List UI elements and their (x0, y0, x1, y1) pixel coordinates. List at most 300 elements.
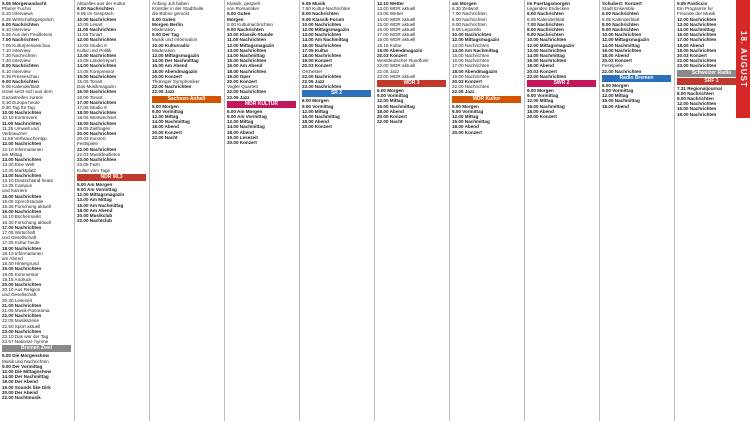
program-entry: 19.00 Nachrichten (2, 266, 42, 272)
program-entry: 5.35 Wirtschaftsgespräch (2, 16, 54, 22)
program-entry: 14.00 Am Nachmittag (452, 47, 499, 53)
program-entry: 20.03 Konzert (677, 53, 707, 59)
station-header: SRF 1 (677, 78, 746, 85)
program-entry: 16.00 Am Abend (227, 63, 263, 69)
program-entry: 14.00 Nachmittag (227, 124, 265, 130)
program-column (150, 0, 223, 421)
program-entry: 20.00 Konzert (152, 129, 182, 135)
program-entry: 22.00 Nachrichten (527, 73, 567, 79)
program-entry: 14.05 Kompressor (77, 68, 115, 74)
program-entry: 12.00 Mittag (302, 108, 329, 114)
column-divider (524, 0, 525, 421)
program-entry: 22.03 Musikfeuilleton (77, 151, 121, 157)
program-entry: 12.00 Die Mittagsshow (2, 369, 52, 375)
program-entry: 19.00 Abendmagazin (377, 47, 423, 53)
program-entry: 11.35 Umwelt und (2, 125, 39, 131)
station-header: WDR 3 (377, 80, 446, 87)
program-entry: 15.00 Nachrichten (452, 53, 490, 59)
program-entry: 20.00 Konzert (227, 79, 257, 85)
program-entry: 10.00 Nachrichten (452, 32, 492, 38)
program-entry: 9.00 Vormittag (527, 93, 559, 99)
program-entry: 9.00 Der Tag (152, 32, 179, 38)
program-entry: Israel setzt sich aus dem (2, 89, 53, 95)
program-entry: 20.03 Konzert (302, 63, 332, 69)
program-entry: 23.00 WDR aktuell (377, 73, 416, 79)
program-entry: Westdeutscher Rundfunk (377, 58, 429, 64)
program-entry: Das Musikmagazin (77, 84, 116, 90)
program-entry: 20.00 Konzert (377, 114, 407, 120)
program-entry: 6.00 Morgen (602, 82, 629, 88)
program-entry: 16.00 Nachrichten (527, 58, 567, 64)
program-entry: 14.00 Nachrichten (77, 63, 117, 69)
program-entry: 19.00 Sounds like Dirk (2, 384, 51, 390)
program-entry: 13.00 Nachrichten (302, 32, 342, 38)
program-entry: 7.00 Nachrichten (2, 37, 39, 43)
program-entry: 22.00 Nachrichten (2, 313, 42, 319)
program-entry: 9.00 Vormittag (302, 103, 334, 109)
program-entry: 15.00 Nachmittag (377, 103, 415, 109)
program-entry: 11.00 Nachrichten (77, 27, 117, 33)
program-entry: 6.35 Aus den Feuilletons (2, 32, 53, 38)
program-entry: 18.00 Nachrichten (302, 53, 342, 59)
program-entry: 9.00 Nachrichten (2, 79, 39, 85)
program-entry: Freunde der Musik (677, 11, 716, 17)
program-entry: 13.05 Länderreport (77, 58, 117, 64)
program-entry: 12.00 Mittag (227, 119, 254, 125)
program-entry: 16.00 Nachrichten (2, 209, 42, 215)
program-entry: und Gesellschaft (2, 235, 37, 241)
program-entry: 16.00 Nachrichten (77, 89, 117, 95)
program-entry: 11.00 Nachrichten (227, 37, 267, 43)
program-entry: 22.05 Jazz (152, 89, 175, 95)
program-entry: Aktuelles aus der Kultur (77, 1, 126, 6)
program-entry: Künstler in der Stadthalle (152, 6, 204, 12)
program-entry: im Fuertagsmorgen (527, 1, 570, 6)
program-entry: 18.00 Abend (302, 119, 329, 125)
program-entry: 18.00 Abend (377, 108, 404, 114)
program-entry: 16.00 Nachrichten (302, 42, 342, 48)
program-entry: 18.40 Hintergrund (2, 261, 39, 267)
program-entry: 9.00 Vormittag (377, 93, 409, 99)
program-entry: 6.00 Morgen (527, 88, 554, 94)
program-entry: 7.31 Regionaljournal (677, 85, 722, 91)
program-entry: 15.00 Nachmittag (452, 119, 490, 125)
program-entry: 19.05 Zeitfragen (77, 125, 111, 131)
program-entry: 9.05 Klassik-Forum (302, 16, 345, 22)
program-entry: 8.00 Nachrichten (602, 21, 639, 27)
program-column (75, 0, 148, 421)
program-entry: Morgen Berlin (152, 21, 183, 27)
program-entry: 15.00 WDR aktuell (377, 21, 416, 27)
program-entry: 22.00 Nachrichten (602, 68, 642, 74)
program-entry: 14.00 Nachmittag (152, 119, 190, 125)
program-entry: 15.00 Nachrichten (2, 193, 42, 199)
program-entry: Klassik, gespielt (227, 1, 260, 6)
program-entry: 13.00 Nachrichten (2, 157, 42, 163)
program-entry: 22.05 Jazz (227, 94, 250, 100)
program-entry: 6.00 Nachrichten (2, 21, 39, 27)
program-entry: 22.05 Jazz (452, 89, 475, 95)
program-entry: 12.00 Nachrichten (677, 16, 717, 22)
program-entry: 20.03 Konzert (377, 53, 407, 59)
station-header: NDR 90,3 (77, 174, 146, 181)
program-entry: 9.00 Am Vormittag (227, 114, 267, 120)
program-entry: 19.15 Andruck (2, 276, 32, 282)
program-entry: und Karriere (2, 188, 28, 194)
program-entry: 9.05 Kalenderblatt (2, 84, 40, 90)
program-entry: Legenden Endecken (527, 6, 570, 12)
program-entry: 6.00 Morgen (377, 88, 404, 94)
program-entry: 5.05 Morgenandacht (2, 1, 47, 6)
program-entry: 15.05 Tonart (77, 79, 103, 85)
program-entry: 8.35 Presseschau (2, 73, 39, 79)
program-entry: 12.00 Mittagsmagazin (602, 37, 650, 43)
program-entry: 15.00 Nachmittag (527, 103, 565, 109)
program-entry: 19.00 Oper (227, 73, 251, 79)
program-entry: 10.00 Nachrichten (302, 21, 342, 27)
column-divider (299, 0, 300, 421)
program-entry: 18.00 Abend (527, 108, 554, 114)
program-entry: 14.00 Nachmittag (227, 53, 265, 59)
program-entry: 15.00 Am Nachmittag (77, 202, 124, 208)
program-entry: 8.00 Nachrichten (677, 90, 714, 96)
program-entry: 13.05 Wetter (377, 11, 404, 17)
program-entry: Festspiele (602, 63, 623, 69)
program-entry: 8.00 Kulturnachrichten (227, 21, 273, 27)
program-entry: 8.00 Nachrichten (452, 16, 487, 22)
program-entry: 5.00 Morgen (452, 103, 479, 109)
program-entry: 6.05 Kalenderblatt (602, 16, 640, 22)
program-entry: Gazastreifen zurück (2, 94, 43, 100)
program-entry: 14.00 Nachrichten (2, 172, 42, 178)
program-entry: von Romantiker (227, 6, 260, 12)
program-entry: 9.05 Leporello (452, 27, 482, 33)
program-entry: 20.00 Konzert (302, 124, 332, 130)
program-entry: Verbraucher (2, 131, 28, 137)
program-entry: 7.30 Nachrichten (2, 53, 37, 59)
program-entry: 8.10 Interview (2, 68, 31, 74)
program-entry: 22.00 Nachrichten (452, 84, 490, 90)
program-entry: Musik und Nachrichten (2, 358, 49, 364)
program-entry: 14.35 Campus (2, 183, 32, 189)
program-entry: 14.10 Deutschland heute (2, 177, 54, 183)
program-entry: 12.00 Mittagsmagazin (77, 192, 125, 198)
program-entry: 12.00 Nachrichten (2, 141, 42, 147)
program-entry: Kultur vom Tage (77, 167, 111, 173)
program-entry: 18.00 Abend (677, 42, 704, 48)
program-entry: 17.00 Nachrichten (2, 224, 42, 230)
program-entry: 12.00 Mittag (377, 98, 404, 104)
program-entry: 10.00 Nachrichten (2, 110, 42, 116)
program-entry: 12.00 Nachrichten (677, 101, 717, 107)
program-entry: 10.00 Nachrichten (602, 32, 642, 38)
program-entry: Moderation (152, 27, 175, 33)
program-entry: 6.00 Nachrichten (602, 11, 639, 17)
program-entry: 15.00 Nachrichten (227, 58, 267, 64)
program-entry: 22.00 Nachtclub (77, 218, 112, 224)
station-header: Sachsen-Anhalt (152, 96, 221, 103)
program-entry: 20.00 Konzert (452, 129, 482, 135)
program-column (525, 0, 598, 421)
program-entry: 15.00 Nachmittag (602, 98, 640, 104)
program-entry: 17.00 Nachrichten (452, 63, 490, 69)
program-entry: am Morgen (452, 1, 477, 6)
program-entry: 18.00 Nachrichten (227, 68, 267, 74)
program-entry: 12.00 Mittagsmagazin (452, 37, 500, 43)
program-entry: 12.00 Mittagsmagazin (152, 53, 200, 59)
program-entry: 23.00 Nachrichten (677, 63, 717, 69)
program-entry: 8.00 Nachrichten (527, 27, 564, 33)
program-entry: Morgen (227, 16, 244, 22)
program-entry: 14.00 Der Nachmittag (2, 374, 49, 380)
program-entry: 18.00 WDR aktuell (377, 37, 416, 43)
program-entry: 7.10 Interview (2, 47, 31, 53)
program-entry: 13.00 Nachrichten (77, 53, 117, 59)
program-entry: 5.00 Am Morgen (77, 181, 113, 187)
station-header: Bremen Zwei (2, 345, 71, 352)
program-entry: 7.40 Interview (2, 58, 31, 64)
program-entry: 22.00 Nachrichten (227, 89, 267, 95)
program-entry: 15.00 Nachmittag (302, 114, 340, 120)
program-entry: 17.00 WDR aktuell (377, 32, 416, 38)
column-divider (674, 0, 675, 421)
program-entry: 23.00 Nachrichten (302, 84, 342, 90)
program-entry: 20.00 Der Abend (2, 389, 38, 395)
program-entry: 20.00 Konzert (227, 140, 257, 146)
program-entry: 12.10 Wetter (377, 1, 404, 6)
program-entry: Anfang Juli haben (152, 1, 189, 6)
program-entry: 9.00 Am Vormittag (77, 186, 117, 192)
column-divider (599, 0, 600, 421)
program-entry: 5.00 Die Morgenshow (2, 353, 49, 359)
program-entry: 10.00 Nachrichten (77, 16, 117, 22)
program-entry: 10.00 Nachrichten (527, 37, 567, 43)
station-header: MDR Kultur (452, 96, 521, 103)
column-divider (449, 0, 450, 421)
program-entry: 22.00 Nachtmusik (2, 395, 41, 401)
program-entry: 7.50 Kultur-Nachrichten (302, 6, 351, 12)
program-entry: 20.00 Konzert (152, 73, 182, 79)
program-entry: 16.00 Nachrichten (452, 58, 490, 64)
program-entry: 18.00 Abend (602, 103, 629, 109)
program-entry: 20.03 Konzert (527, 68, 557, 74)
date-strip: 18. AUGUST (736, 0, 750, 118)
program-entry: Pfarrer Fuchsi (2, 6, 31, 12)
program-entry: 6.05 Kalenderblatt (527, 16, 565, 22)
program-entry: 5.10 Interviews (2, 11, 33, 17)
program-entry: 22.05 Jazz (377, 68, 400, 74)
program-entry: 6.05 Musik (302, 1, 326, 6)
program-entry: 14.00 Der Nachmittag (152, 58, 199, 64)
program-entry: 22.00 Nacht (377, 119, 403, 125)
program-entry: 16.00 Am Abend (152, 63, 188, 69)
program-entry: 22.05 Musikszene (2, 318, 40, 324)
program-entry: 16.10 Büchermarkt (2, 214, 41, 220)
program-entry: 20.10 Aus Religion (2, 287, 41, 293)
program-entry: 9.00 Nachrichten (677, 96, 714, 102)
program-entry: 22.00 Nachrichten (77, 146, 117, 152)
program-entry: Vogler Quartett (227, 84, 258, 90)
program-entry: 14.00 Nachmittag (527, 53, 565, 59)
program-entry: 23.57 National- hymne (2, 339, 49, 345)
program-entry: 5.00 Guten (227, 11, 251, 17)
program-entry: Schubert: Konzert (602, 1, 642, 6)
program-entry: 12.00 Mittag (602, 93, 629, 99)
column-divider (149, 0, 150, 421)
program-entry: 8.00 Nachrichten (302, 11, 339, 17)
program-entry: 18.00 Abend (602, 53, 629, 59)
program-entry: 17.05 Studio 9 (77, 105, 107, 111)
program-entry: 15.35 Forschung aktuell (2, 203, 52, 209)
program-entry: 19.00 Lesezeit (227, 134, 258, 140)
program-entry: 18.00 Abend (227, 129, 254, 135)
program-entry: 12.00 Mittag (152, 114, 179, 120)
program-entry: Thüringer Symphoniker (152, 79, 200, 85)
program-entry: 18.05 Wortwechsel (77, 115, 116, 121)
station-header: Radio Bremen (602, 75, 671, 82)
program-entry: 16.00 WDR aktuell (377, 27, 416, 33)
program-entry: 10.10 Kontrovers (2, 115, 37, 121)
program-entry: 22.00 Nachrichten (677, 58, 717, 64)
station-header: Schweizer Radio (677, 70, 746, 77)
program-entry: 20.30 Lesezeit (2, 297, 32, 303)
program-column (450, 0, 523, 421)
program-entry: 18.00 Der Abend (2, 379, 38, 385)
program-entry: 5.00 Morgen (152, 103, 179, 109)
program-entry: 9.00 Vormittag (152, 108, 184, 114)
program-entry: Musik und Information (152, 37, 198, 43)
program-column (300, 0, 373, 421)
program-entry: 12.00 Mittagsmagazin (302, 27, 350, 33)
program-entry: Moderation (152, 47, 175, 53)
program-entry: 13.00 Nachrichten (452, 42, 490, 48)
program-entry: 20.00 Nachrichten (77, 131, 117, 137)
program-entry: 20.00 Nachrichten (2, 281, 42, 287)
program-entry: am Mittag (2, 151, 23, 157)
program-entry: 6.00 Nachrichten (527, 11, 564, 17)
program-entry: 20.00 Musikclub (77, 212, 113, 218)
program-entry: 18.00 Abendmagazin (152, 68, 198, 74)
program-entry: und Gesellschaft (2, 292, 37, 298)
program-entry: 22.00 Nachrichten (302, 73, 342, 79)
program-entry: die Bühne gerockt (152, 11, 190, 17)
program-entry: 12.00 Mittag (527, 98, 554, 104)
program-entry: 9.00 Nachrichten (452, 21, 487, 27)
program-column (0, 0, 73, 421)
program-entry: 18.00 Abend (152, 124, 179, 130)
program-entry: 23.10 Das war der Tag (2, 334, 49, 339)
program-entry: 18.00 Am Abend (77, 207, 113, 213)
program-entry: 15.00 Nachrichten (77, 73, 117, 79)
program-entry: 6.00 Am Morgen (227, 108, 263, 114)
program-entry: 13.00 WDR aktuell (377, 6, 416, 12)
program-entry: 13.35 Marktplatz (2, 167, 36, 173)
program-column (375, 0, 448, 421)
program-entry: 20.03 Konzert (602, 58, 632, 64)
program-entry: 16.00 Nachrichten (602, 47, 642, 53)
program-entry: 13.00 Nachrichten (527, 47, 567, 53)
program-entry: 17.05 Kultur (302, 47, 329, 53)
program-entry: 10.00 Klassik-Stunde (227, 32, 273, 38)
program-entry: 17.00 Nachrichten (677, 37, 717, 43)
station-header: SWR 2 (527, 80, 596, 87)
program-entry: 18.15 Kultur (377, 42, 402, 48)
program-entry: 12.00 Nachrichten (77, 37, 117, 43)
program-entry: 19.00 Konzert (302, 58, 332, 64)
program-entry: 14.00 Nachmittag (677, 27, 715, 33)
program-entry: 15.00 Nachrichten (677, 106, 717, 112)
program-entry: 10.00 Kulturradio (152, 42, 190, 48)
program-entry: 13.00 Am Mittag (77, 197, 112, 203)
program-entry: 19.00 Nachrichten (677, 47, 717, 53)
program-entry: 18.10 Informationen (2, 250, 43, 256)
column-divider (224, 0, 225, 421)
program-entry: Kultur und Politik (77, 47, 112, 53)
program-entry: 20.03 Konzert (452, 79, 482, 85)
program-entry: 9.00 Vormittag (602, 88, 634, 94)
program-entry: 13.00 Nachrichten (227, 47, 267, 53)
program-entry: 16.05 Tonart (77, 94, 103, 100)
program-entry: 19.05 Kommentar (2, 271, 39, 277)
column-divider (374, 0, 375, 421)
program-entry: 7.00 Nachrichten (527, 21, 564, 27)
program-entry: 11.05 Tonart (77, 32, 103, 38)
program-entry: 9.00 Der Vormittag (2, 363, 43, 369)
program-entry: 9.10 Europa heute (2, 99, 40, 105)
program-entry: 22.50 Sport aktuell (2, 323, 41, 329)
column-divider (74, 0, 75, 421)
program-entry: am Abend (2, 255, 23, 261)
program-entry: 18.00 Abend (527, 63, 554, 69)
program-entry: 9.00 Nachrichten (602, 27, 639, 33)
program-entry: 18.00 Nachrichten (77, 110, 117, 116)
program-entry: 12.10 Informationen (2, 146, 43, 152)
program-entry: 23.05 Fazit (77, 162, 100, 168)
program-entry: 6.00 Morgen (302, 98, 329, 104)
program-entry: 12.00 Mittagsmagazin (227, 42, 275, 48)
program-column (600, 0, 673, 421)
program-entry: 12.00 Mittag (452, 114, 479, 120)
program-entry: Ein Programm fur (677, 6, 713, 12)
program-entry: 20.00 Konzert (527, 114, 557, 120)
program-entry: 16.30 Forschung aktuell (2, 219, 52, 225)
program-entry: 17.00 Nachrichten (77, 99, 117, 105)
program-entry: 9.00 Nachrichten (77, 6, 114, 12)
program-entry: Festspiele (77, 141, 98, 147)
program-entry: 15.05 Sprechstunde (2, 198, 44, 204)
program-entry: 9.30 Tag für Tag (2, 105, 35, 111)
program-entry: 13.30 Eine Welt (2, 162, 35, 168)
program-entry: 17.05 Wirtschaft (2, 229, 36, 235)
program-entry: 13.00 Nachrichten (677, 21, 717, 27)
program-entry: 9.05 Pasticcio (677, 1, 708, 6)
program-entry: 6.10 Interview (2, 27, 31, 33)
program-entry: Orchester (302, 68, 323, 74)
program-entry: 23.00 Nachrichten (2, 328, 42, 334)
program-entry: 14.00 Nachmittag (602, 42, 640, 48)
program-entry: 7.05 Kulturpresseschau (2, 42, 51, 48)
program-entry: 8.00 Nachrichten (2, 63, 39, 69)
program-entry: Stadt Ensemble (602, 6, 635, 12)
program-entry: 19.00 Nachrichten (77, 120, 117, 126)
station-header: SR 2 (302, 90, 371, 97)
program-entry: 22.00 WDR aktuell (377, 63, 416, 69)
program-entry: 14.00 WDR aktuell (377, 16, 416, 22)
program-entry: 21.00 Nachrichten (2, 302, 42, 308)
program-entry: 7.00 Nachrichten (452, 11, 487, 17)
program-entry: 9.00 Nachrichten (527, 32, 564, 38)
program-entry: 21.05 Musik-Panorama (2, 307, 50, 313)
